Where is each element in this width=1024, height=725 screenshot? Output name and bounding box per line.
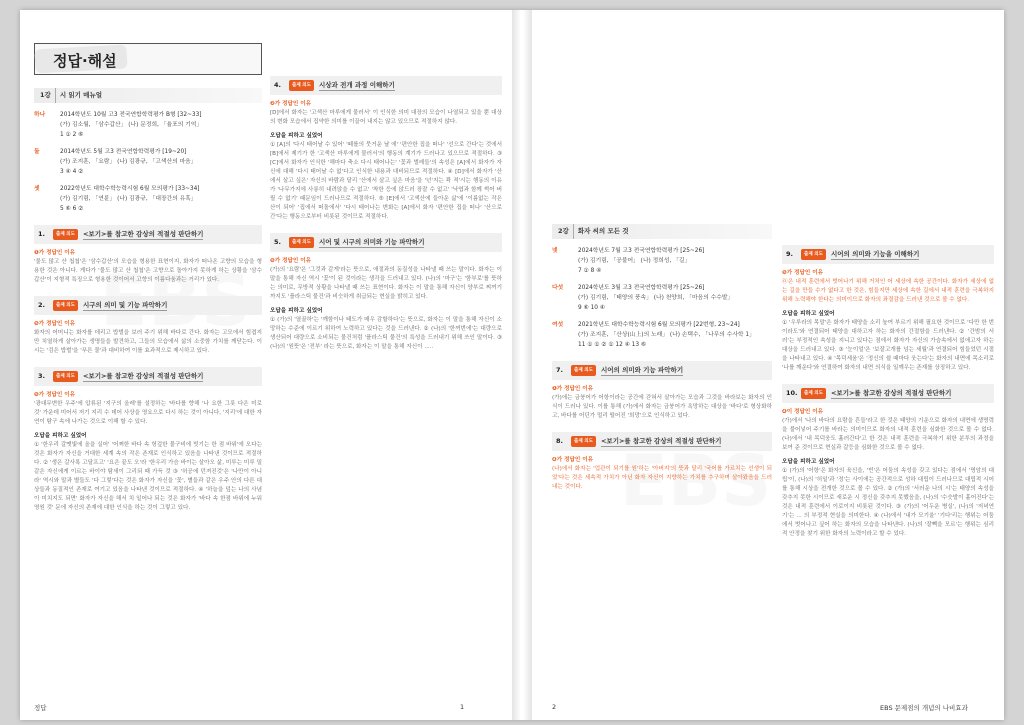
text: 시어의 의미와 기능 파악하기 [600, 365, 684, 374]
answer-heading: ❷가 정답인 이유 [270, 101, 312, 107]
work-set [552, 283, 772, 313]
answer-explanation: (가)에는 금붕어가 어항이라는 공간에 갇혀서 살아가는 모습과 그것을 바라보는 화자의 인식이 드러나 있다. 이를 통해 (가)에서 화자는 금붕어가 욕망하는 대상을 '바다'로 형상화하고, 바다를 어딘가 멀리 떨어진 '희망'으로 인식하고 있다. [552, 395, 772, 419]
work-set [34, 147, 262, 177]
answer-explanation: [D]에서 화자는 '고색산 마루에게 물러서' 이 인식한 의미 대장의 모습이 나열되고 있을 뿐 대상의 변화 모습에서 집약한 의미를 이끌어 내지는 않고 있으므로 적절하지 않다. [270, 110, 502, 125]
section-header [552, 224, 772, 239]
text: 출제 의도 [571, 365, 596, 376]
works-list: (가) 조지훈, 「산상(山上)의 노래」 (나) 손택수, 「나무의 수사학 1」 [578, 332, 755, 338]
question-header [552, 361, 772, 380]
wrong-answer-explanation: ① (가)의 '열꿀하'는 '깨함이나 태도가 매우 감할하다'는 뜻으로, 화자는 이 말을 통해 자신이 소망하는 수준에 이르기 위하여 노력하고 있다는 것을 드러낸다. ② (나)의 '한꺼번에'는 대량으로 생산되어 대량으로 소비되는 물건처럼 '플라스틱 물건'의 특성을 드러내기 위해 쓰인 말이다. ③ (나)의 '원뜻'은 '전부' 라는 뜻으로, 화자는 이 말을 통해 자신이 ..... [270, 317, 502, 350]
text: 출제 의도 [571, 436, 596, 447]
text: 5. [274, 238, 281, 246]
answer-explanation: '물도 많고 산 첩첩'은 '삼수갑산'의 모습을 형용한 표현이지, 화자가 떠나온 고향의 모습을 형용한 것은 아니다. 게다가 '물도 많고 산 첩첩'은 고향으로 돌아가지 못하게 하는 상황을 '삼수갑산'이 지형적 특징으로 형용한 것이어서 고향의 이름다움과는 거리가 있다. [34, 259, 262, 283]
question-header [552, 432, 772, 451]
text: 2. [38, 301, 45, 309]
exam-source: 2014학년도 10월 고3 전국연합학력평가 B형 [32~33] [60, 112, 202, 118]
footer-label: 정답 [34, 704, 47, 712]
answer-explanation: 화자의 어머니는 화자를 데리고 밥벌을 보러 주기 위해 바다로 간다. 화자는 고모에서 힘겹지만 치열하게 살아가는 생명들을 발견하고, 그들의 모습에서 삶의 소중함 가치를 깨닫는다. 이 시는 '검은 밥벌'을 '푸른 물'과 대비하여 이를 효과적으로 제시하고 있다. [34, 330, 262, 354]
text: 출제 의도 [289, 237, 314, 248]
text: <보기>를 참고한 감상의 적절성 판단하기 [82, 229, 204, 238]
text: 8. [556, 437, 563, 445]
answer-keys: 11 ① ① ② ① 12 ④ 13 ⑥ [578, 342, 647, 348]
question-header [34, 367, 262, 386]
text: 시상과 전개 과정 이해하기 [318, 80, 395, 89]
exam-source: 2021학년도 대학수학능력시험 6월 모의평가 [22번형, 23~24] [578, 322, 740, 328]
text: 시구의 의미 및 기능 파악하기 [82, 300, 168, 309]
section-title: 시 읽기 매뉴얼 [59, 91, 103, 99]
exam-source: 2022학년도 대학수학능력시험 6월 모의평가 [33~34] [60, 186, 200, 192]
section-title: 화자 씨의 모든 것 [577, 227, 629, 235]
answer-explanation: (가)의 '요람'은 '그것과 같게'라는 뜻으로, 애절과의 동질성을 나타낼 때 쓰는 말이다. 화자는 이 말을 통해 자신 역시 '꽃'이 된 것이라는 생각을 드러내고 있다. (나)의 '마구'는 '함부로'를 뜻하는 의미로, 무방적 상황을 나타낼 때 쓰는 표현이다. 화자는 이 말을 통해 자신이 양부로 찌꺼기까지도 '플라스틱 물건'과 비슷하게 취급되는 현실을 밝히고 있다. [270, 267, 502, 300]
question-header [34, 296, 262, 315]
answer-keys: 7 ① 8 ④ [578, 268, 602, 274]
book-spread [20, 10, 1004, 720]
answer-heading: ❶가 정답인 이유 [34, 250, 76, 256]
works-list: (가) 김기림, 「연륜」 (나) 김광규, 「대장간의 유혹」 [60, 196, 197, 202]
page-number: 1 [460, 703, 465, 711]
question-header [270, 233, 502, 252]
answer-keys: 9 ⑥ 10 ④ [578, 305, 605, 311]
question-header [34, 225, 262, 244]
answer-heading: ❹가 정답인 이유 [552, 457, 594, 463]
section-header [34, 88, 262, 103]
page-title-text: 정답·해설 [53, 52, 117, 70]
answer-heading: ❹이 정답인 이유 [782, 409, 824, 415]
text: <보기>를 참고한 감상의 적절성 판단하기 [600, 436, 722, 445]
text: 7. [556, 366, 563, 374]
answer-explanation: (나)에서 화자는 '업관이 되기를 원'하는 '아버지'의 뜻과 달리 '국어를 가르치는 선생이 되었'다는 것은 세속적 가치가 아닌 화자 자신이 지향하는 가치를 추구하며 살아왔음을 드러내는 것이다. [552, 466, 772, 490]
text: 3. [38, 372, 45, 380]
wrong-answer-heading: 오답을 피하고 싶었어 [782, 459, 835, 465]
answer-keys: 3 ④ 4 ② [60, 169, 84, 175]
question-header [782, 245, 994, 264]
page-gutter [512, 10, 532, 720]
page-number: 2 [552, 703, 557, 711]
wrong-answer-heading: 오답을 피하고 싶었어 [270, 133, 323, 139]
work-set-label: 하나 [34, 112, 46, 118]
text: 출제 의도 [53, 300, 78, 311]
work-set-label: 여섯 [552, 322, 564, 328]
text: 출제 의도 [801, 388, 826, 399]
answer-heading: ❺가 정답인 이유 [34, 392, 76, 398]
right-column-1 [552, 44, 772, 700]
text: 출제 의도 [53, 371, 78, 382]
text: 4. [274, 81, 281, 89]
work-set-label: 다섯 [552, 285, 564, 291]
wrong-answer-explanation: ① [A]의 '다시 태어날 수 있어' '떼를의 뭇거운 날 에' '편안한 집을 떠나' '선으로 간다'는 것에서 [B]에서 제기가 한 '고색산 마루에게 물러서'의 행동의 계기가 드러나고 있으므로 적절하다. ③ [C]에서 화자가 인식한 '해마다 축소 다시 태어나는' '꽃과 벌레들'의 속성은 [A]에서 화자가 자신에 대해 '다시 태어날 수 없'다고 인식한 내용과 대비되므로 적절하다. ④ [D]에서 화자가 '산에서 살고 싶은' 자신의 바람과 달리 '산에서 살고 싶은 마음'을 '넌'지는 꽉 적'시는 행동의 이유가 '나무가지에 사롱히 내려앉을 수 없고' '착한 등에 앉드러 장잘 수 없고' '낙엽과 함께 썩어 버릴 수 없기' 때문임이 드러나므로 적절하다. ⑤ [E]에서 '고색산에 들아운 삶'에 '이름없는 작은 산이 되어' '집에서 떠돌에서' '다시 태어나는 변화는 [A]에서 화자 '편안한 집을 떠나' '산으로 간'다는 행동으로부터 비롯된 것이므로 적절하다. [270, 142, 502, 220]
work-set [552, 320, 772, 350]
text: <보기>를 참고한 감상의 적절성 판단하기 [82, 371, 204, 380]
works-list: (가) 김소월, 「삼수갑산」 (나) 문정희, 「율포의 기억」 [60, 122, 203, 128]
work-set-label: 넷 [552, 248, 558, 254]
work-set-label: 셋 [34, 186, 40, 192]
works-list: (가) 김기림, 「태양의 풍속」 (나) 천양희, 「마음의 수수발」 [578, 295, 734, 301]
work-set [34, 184, 262, 214]
answer-explanation: ㉤은 내적 훈련에서 벗어나기 위해 거처인 어 세상에 속한 공간이다. 화자가 세상에 없는 길을 만들 수가 없다고 한 것은, 힘들지만 세상에 속한 길에서 내적 훈련을 극복하지 위해 노력해야 한다는 의미이므로 화자의 좌절감을 드러낸 것으로 볼 수 없다. [782, 279, 994, 303]
answer-keys: 1 ① 2 ⑥ [60, 132, 84, 138]
text: 시어의 의미와 기능을 이해하기 [830, 249, 920, 258]
answer-explanation: '광대무변한 우주'에 압류된 '지구의 올레'를 설정하는 '바다를 향해 '나 요한 그릇 다은 미로 것' 가운데 미어서 저기 지리 수 데어 사상을 영요으로 다시 하는 것이 아니다, '지리'에 대한 자연이 탐구 속에 나가는 것으로 이해 할 수 있다. [34, 401, 262, 425]
work-set [34, 110, 262, 140]
left-column-2 [270, 44, 502, 700]
wrong-answer-heading: 오답을 피하고 싶었어 [782, 311, 835, 317]
answer-heading: ❺가 정답인 이유 [34, 321, 76, 327]
text: 1. [38, 230, 45, 238]
text: 시어 및 시구의 의미와 기능 파악하기 [318, 237, 425, 246]
works-list: (가) 김기림, 「공불어」 (나) 정희성, 「길」 [578, 258, 691, 264]
question-header [782, 384, 994, 403]
text: <보기>를 참고한 감상의 적절성 판단하기 [830, 388, 952, 397]
left-column-1 [34, 88, 262, 700]
wrong-answer-heading: 오답을 피하고 싶었어 [34, 433, 87, 439]
exam-source: 2024학년도 7월 고3 전국연합학력평가 [25~26] [578, 248, 705, 254]
wrong-answer-explanation: ① (가)의 '어항'은 화자의 육신을, '빈'은 어둠의 속성을 갖고 있다는 점에서 '명암의 대립'이, (나)의 '허일'과 '정'는 사이에는 공간적으로 성하 대립이 드러나므로 대립적 시어를 통해 시상을 전개한 것으로 볼 수 있다. ② (가)의 '서러운 나의 시'는 태양의 속성을 갖추지 못한 시이므로 새로운 시 정신을 갖추지 못했음을, (나)의 '수숫발이 흩어진다'는 것은 내적 훈련에서 이로이지 비롯된 것이다. ③ (가)의 '어두운 병실', (나)의 '저녁연기'는 ... 의 부정적 현실을 의미한다. ④ (나)에서 '내가 모기울' '기다'리는 행위는 어둠에서 벗어나고 싶어 하는 화자의 모습을 나타낸다. (나)의 '잘빽을 모르'는 행위는 심리적 안정을 찾기 위한 화자의 노력이라고 할 수 있다. [782, 468, 994, 537]
text: 9. [786, 250, 793, 258]
exam-source: 2024학년도 3월 고3 전국연합학력평가 [25~26] [578, 285, 705, 291]
answer-keys: 5 ⑥ 6 ② [60, 206, 84, 212]
question-header [270, 76, 502, 95]
answer-explanation: (가)에서 '나의 바다의 요람을 흔들'라고 한 것은 태양의 기운으로 화자의 내면에 생명력을 불어넣어 주기를 바라는 의미이므로 화자의 내적 훈련을 심화한 것으로 볼 수 없다. (나)에서 '내 목덕웅도 흘러간다'고 한 것은 내적 훈련을 극복하기 위한 분투의 과정을 보여 준 것이므로 현실과 갈등을 심화한 것으로 볼 수 없다. [782, 418, 994, 451]
answer-heading: ❶가 정답인 이유 [552, 386, 594, 392]
right-column-2 [782, 44, 994, 700]
section-number: 2강 [558, 224, 574, 239]
wrong-answer-heading: 오답을 피하고 싶었어 [270, 308, 323, 314]
page-title [34, 43, 262, 75]
exam-source: 2014학년도 5월 고3 전국연합학력평가 [19~20] [60, 149, 187, 155]
text: 출제 의도 [53, 229, 78, 240]
work-set [552, 246, 772, 276]
text: 출제 의도 [801, 249, 826, 260]
section-number: 1강 [40, 88, 56, 103]
wrong-answer-explanation: ① '한우리 갈맷빛에 올을 실어' '어쩌한 바다 속 헝겊한 물구비에 빗기는 한 점 바위'에 오다는 것은 화자가 자신을 거대한 세계 속의 작은 존재로 인식하고 있음을 나타낸 것이므로 적절하다. ② '생은 갈사록 고달프고' '요은 끝도 오'라 '한우리 가슴 바이는 살아오 삶, 미루는 미루 밀 같은 자신에게 이르는 바이야 탐새이 그리되 때 가득 것 ③ '허공에 던져진것'은 '나만이 아니라' 역시와 말과 별들도 '다 그렇'다는 것은 화자가 자신을 '꽃', 별들과 같은 우주 안의 다른 대상들과 동질적인 존재로 여기고 있음을 나타낸 것이므로 적절하다. ④ '하늘을 덮는 나의 사념이 미치지도 되면' 화자가 자신을 해서 치 일어나 되는 것은 화자가 '바다 속 한점 바위에 누워 영원 것' 문에 자신의 존재에 대한 인식을 하는 것이 그렇고 있다. [34, 442, 262, 511]
work-set-label: 둘 [34, 149, 40, 155]
works-list: (가) 조지훈, 「요람」 (나) 김광규, 「고색산의 마음」 [60, 159, 197, 165]
wrong-answer-explanation: ① '우루라의 목말'은 화자가 태양을 소리 높여 부르기 위해 필요한 것이므로 '다만 한 번이라도'와 연결되어 태양을 대하고자 하는 화자의 간절함을 드러낸다. ② '간밤의 서러'는 부정적인 속성을 지니고 있다는 점에서 화자가 자신의 가슴속에서 없애고자 하는 대상을 드러내고 있다. ③ '눈이얼'은 '보잘고개를 넘는 세월'과 연결되어 힘들었던 시절을 나타내고 있다. ④ '목덕세움'은 '정신의 쉴 때마다 웃는다'는 화자의 내면에 목소리로 '나를 깨운다'와 연결하여 화자의 내면 의식을 일깨우는 존재를 상징하고 있다. [782, 320, 994, 371]
text: 10. [786, 389, 798, 397]
text: 출제 의도 [289, 80, 314, 91]
footer-label: EBS 문제점의 개념의 나비효과 [880, 704, 968, 712]
answer-heading: ❺가 정답인 이유 [782, 270, 824, 276]
answer-heading: ❺가 정답인 이유 [270, 258, 312, 264]
